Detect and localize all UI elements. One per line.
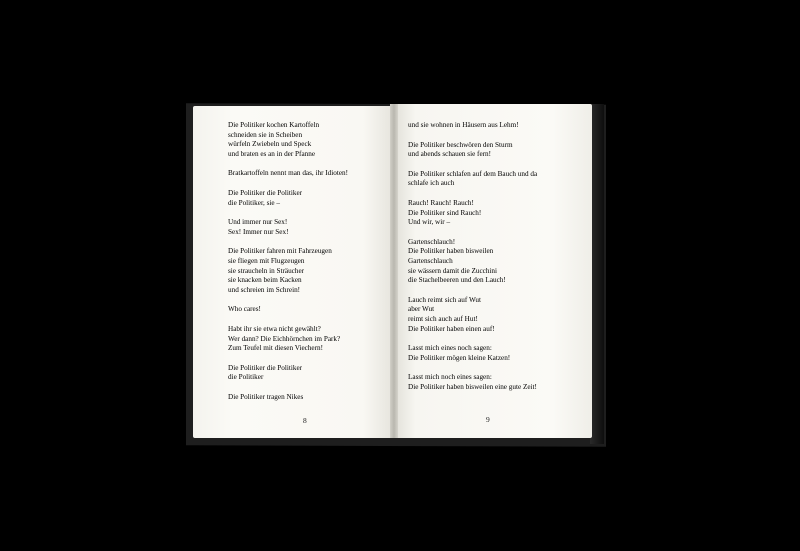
poem-line: Lasst mich eines noch sagen: [408, 344, 492, 353]
poem-stanza [408, 141, 537, 160]
poem-line: aber Wut [408, 305, 435, 314]
poem-line: Die Politiker mögen kleine Katzen! [408, 353, 511, 362]
poem-stanza [228, 305, 348, 315]
poem-stanza [408, 199, 537, 228]
poem-line: sie wässern damit die Zucchini [408, 266, 498, 275]
left-page-number: 8 [303, 416, 307, 425]
poem-stanza [408, 238, 537, 286]
poem-line: Bratkartoffeln nennt man das, ihr Idioten! [228, 169, 349, 178]
poem-stanza [228, 121, 348, 159]
poem-line: würfeln Zwiebeln und Speck [228, 140, 312, 149]
poem-line: Die Politiker haben bisweilen eine gute Zeit! [408, 382, 537, 391]
poem-line: Gartenschlauch! [408, 237, 456, 246]
poem-stanza [228, 189, 348, 208]
poem-line: schneiden sie in Scheiben [228, 130, 303, 139]
poem-line: Zum Teufel mit diesen Viechern! [228, 344, 324, 353]
poem-line: Die Politiker haben einen auf! [408, 324, 495, 333]
book-gutter [390, 104, 398, 438]
poem-line: Die Politiker schlafen auf dem Bauch und da [408, 169, 538, 178]
poem-stanza [408, 296, 537, 334]
poem-line: Lasst mich noch eines sagen: [408, 373, 492, 382]
poem-stanza [408, 170, 537, 189]
poem-line: und schreien im Schrein! [228, 285, 301, 294]
poem-line: Lauch reimt sich auf Wut [408, 295, 482, 304]
poem-line: sie knacken beim Kacken [228, 276, 302, 285]
poem-line: Who cares! [228, 305, 261, 314]
poem-stanza [228, 393, 348, 403]
poem-stanza [228, 218, 348, 237]
poem-stanza [408, 373, 537, 392]
poem-line: Sex! Immer nur Sex! [228, 227, 289, 236]
poem-stanza [228, 364, 348, 383]
poem-line: Die Politiker die Politiker [228, 188, 303, 197]
poem-line: Und immer nur Sex! [228, 218, 288, 227]
poem-line: sie fliegen mit Flugzeugen [228, 256, 305, 265]
poem-line: Die Politiker fahren mit Fahrzeugen [228, 247, 332, 256]
book-edge-shadow [590, 104, 604, 444]
poem-line: reimt sich auch auf Hut! [408, 314, 478, 323]
poem-line: Die Politiker sind Rauch! [408, 208, 482, 217]
poem-line: und braten es an in der Pfanne [228, 149, 316, 158]
poem-line: Die Politiker kochen Kartoffeln [228, 121, 320, 129]
poem-stanza [408, 121, 537, 131]
poem-line: und sie wohnen in Häusern aus Lehm! [408, 121, 519, 129]
poem-line: die Politiker, sie – [228, 198, 281, 207]
poem-line: Wer dann? Die Eichhörnchen im Park? [228, 334, 341, 343]
poem-line: schlafe ich auch [408, 179, 455, 188]
poem-line: Und wir, wir – [408, 218, 451, 227]
poem-stanza [228, 247, 348, 295]
left-page-poem [228, 121, 348, 412]
poem-line: Die Politiker tragen Nikes [228, 392, 304, 401]
poem-line: Habt ihr sie etwa nicht gewählt? [228, 324, 321, 333]
poem-line: Die Politiker beschwören den Sturm [408, 140, 513, 149]
poem-stanza [228, 325, 348, 354]
poem-line: Rauch! Rauch! Rauch! [408, 198, 474, 207]
poem-line: Die Politiker haben bisweilen [408, 247, 494, 256]
right-page-poem [408, 121, 537, 402]
poem-line: sie straucheln in Sträucher [228, 266, 305, 275]
poem-line: und abends schauen sie fern! [408, 150, 492, 159]
right-page-number: 9 [486, 415, 490, 424]
poem-line: die Politiker [228, 373, 264, 382]
poem-line: Die Politiker die Politiker [228, 363, 303, 372]
poem-stanza [228, 169, 348, 179]
poem-stanza [408, 344, 537, 363]
poem-line: die Stachelbeeren und den Lauch! [408, 276, 506, 285]
poem-line: Gartenschlauch [408, 256, 453, 265]
